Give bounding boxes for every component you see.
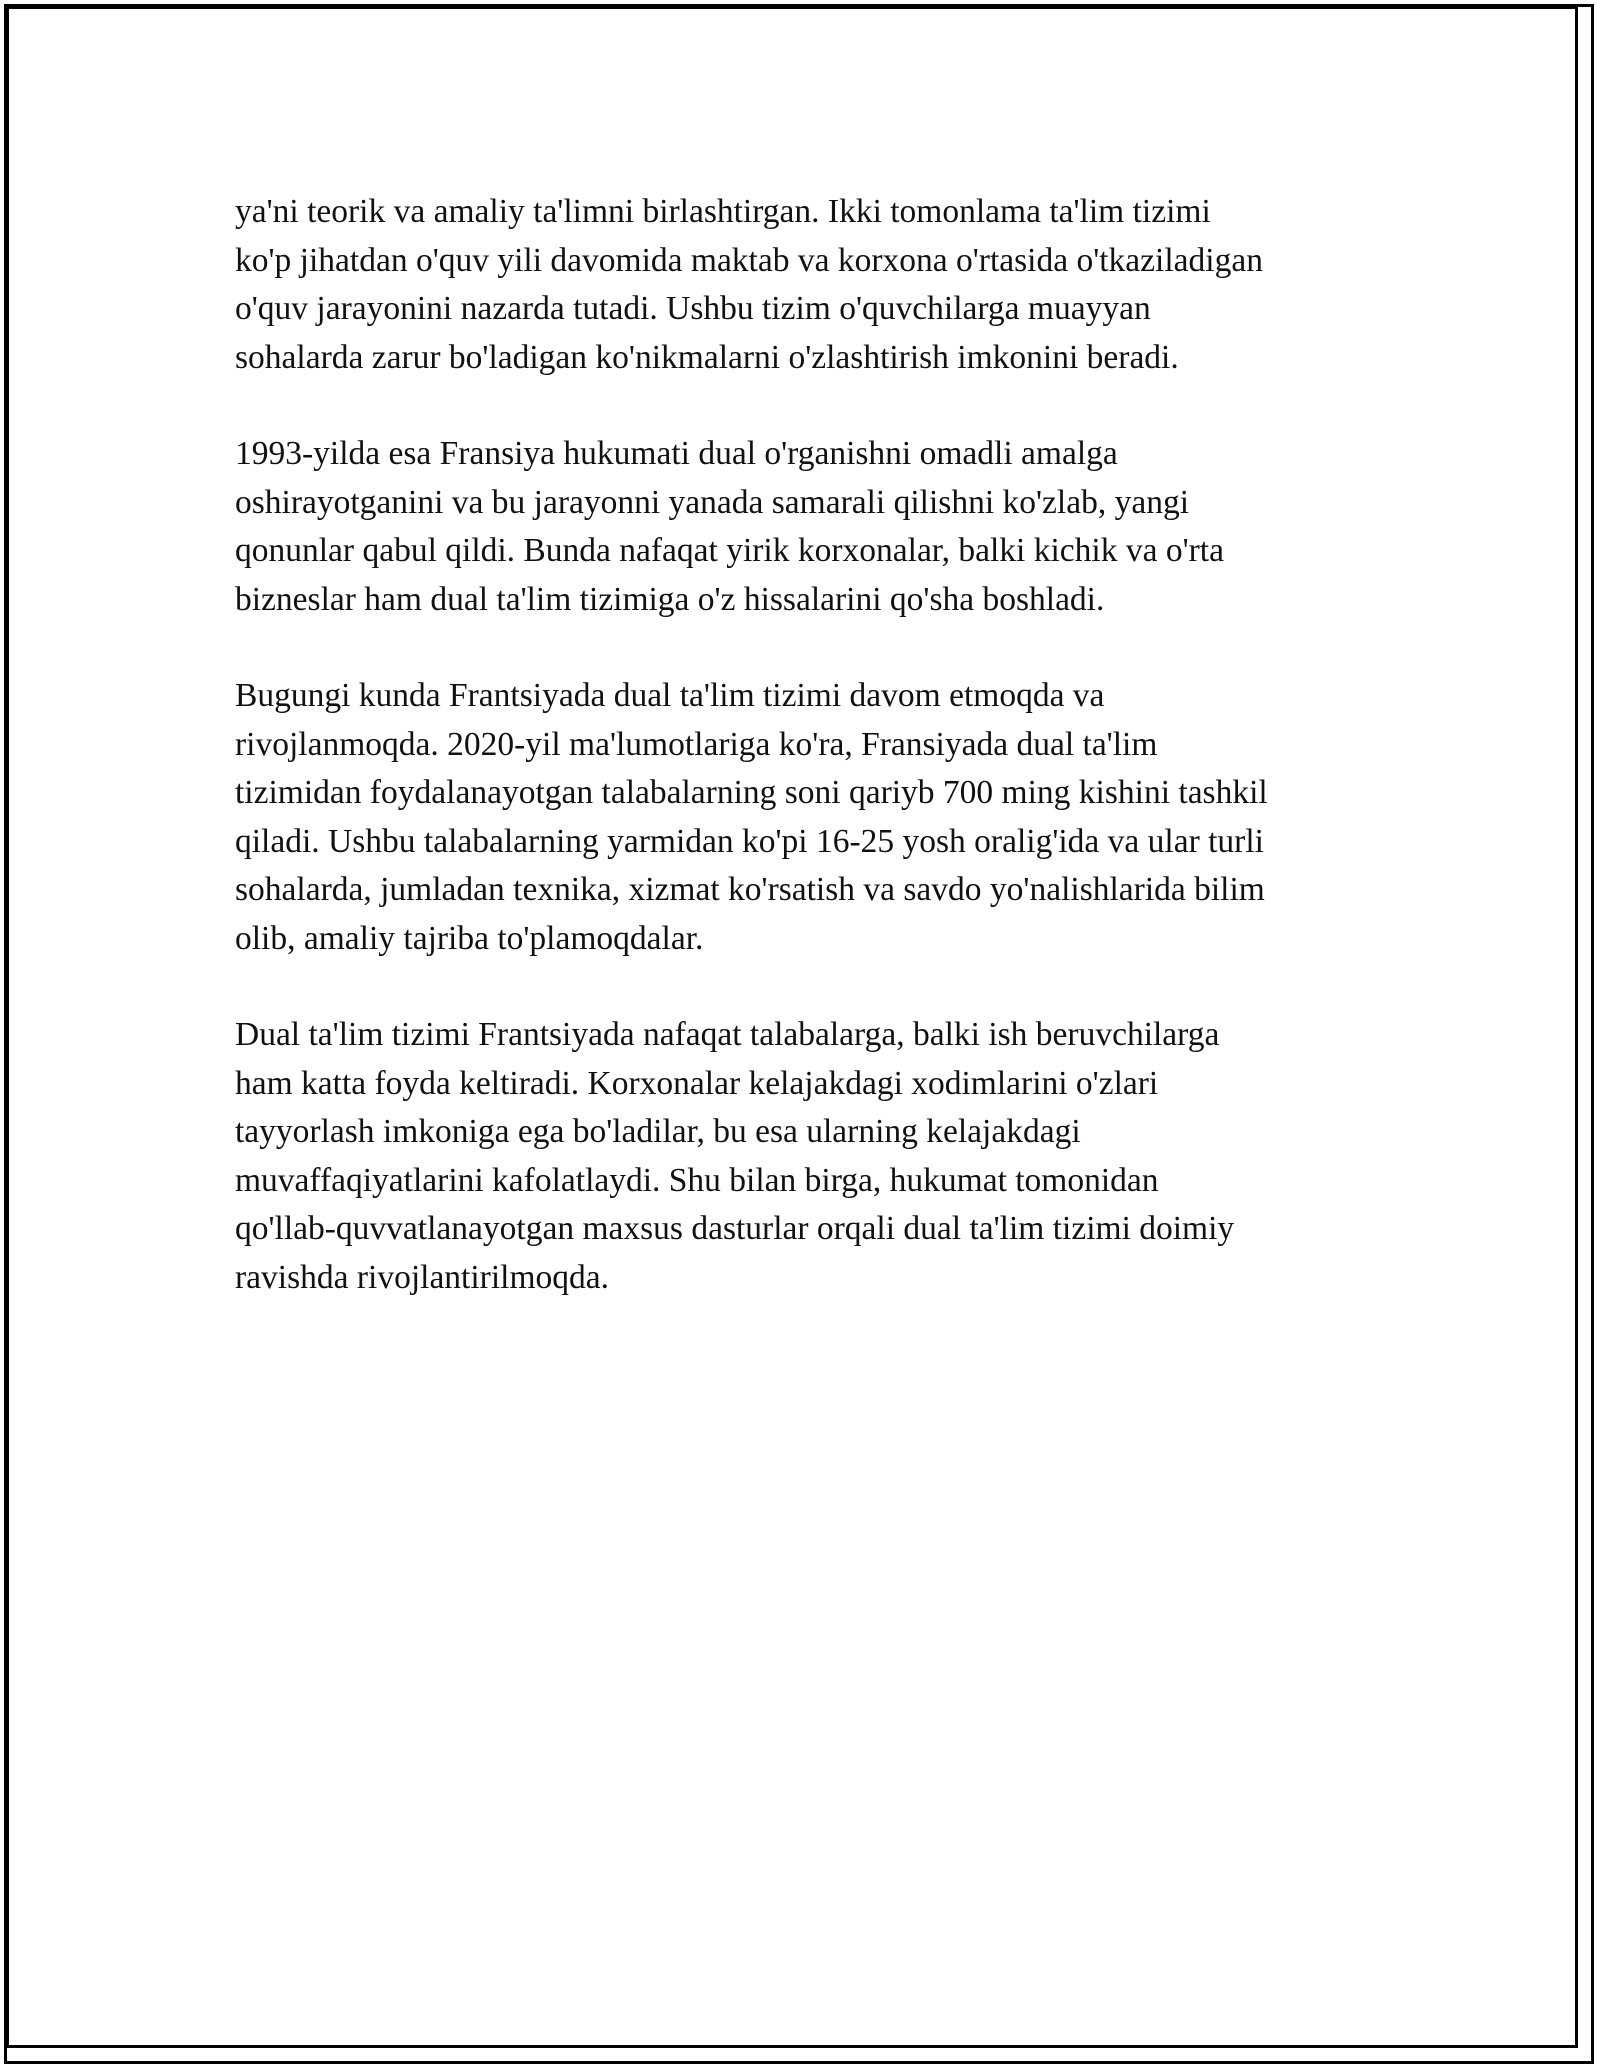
paragraph-4: Dual ta'lim tizimi Frantsiyada nafaqat talabalarga, balki ish beruvchilarga ham katta foyda keltiradi. Korxonalar kelajakdagi xodimlarini o'zlari tayyorlash imkoniga ega bo'ladilar, bu esa ularning kelajakdagi muvaffaqiyatlarini kafolatlaydi. Shu bilan birga, hukumat tomonidan qo'llab-quvvatlanayotgan maxsus dasturlar orqali dual ta'lim tizimi doimiy ravishda rivojlantirilmoqda. xyxy=(235,1016,1235,1296)
paragraph-3: Bugungi kunda Frantsiyada dual ta'lim tizimi davom etmoqda va rivojlanmoqda. 2020-yil ma'lumotlariga ko'ra, Fransiyada dual ta'lim tizimidan foydalanayotgan talabalarning soni qariyb 700 ming kishini tashkil qiladi. Ushbu talabalarning yarmidan ko'pi 16-25 yosh oralig'ida va ular turli sohalarda, jumladan texnika, xizmat ko'rsatish va savdo yo'nalishlarida bilim olib, amaliy tajriba to'plamoqdalar. xyxy=(235,677,1268,957)
paragraph-1: ya'ni teorik va amaliy ta'limni birlashtirgan. Ikki tomonlama ta'lim tizimi ko'p jihatdan o'quv yili davomida maktab va korxona o'rtasida o'tkaziladigan o'quv jarayonini nazarda tutadi. Ushbu tizim o'quvchilarga muayyan sohalarda zarur bo'ladigan ko'nikmalarni o'zlashtirish imkonini beradi. xyxy=(235,193,1263,376)
paragraph-2: 1993-yilda esa Fransiya hukumati dual o'rganishni omadli amalga oshirayotganini va bu jarayonni yanada samarali qilishni ko'zlab, yangi qonunlar qabul qildi. Bunda nafaqat yirik korxonalar, balki kichik va o'rta bizneslar ham dual ta'lim tizimiga o'z hissalarini qo'sha boshladi. xyxy=(235,435,1224,618)
document-body xyxy=(235,188,1380,1350)
